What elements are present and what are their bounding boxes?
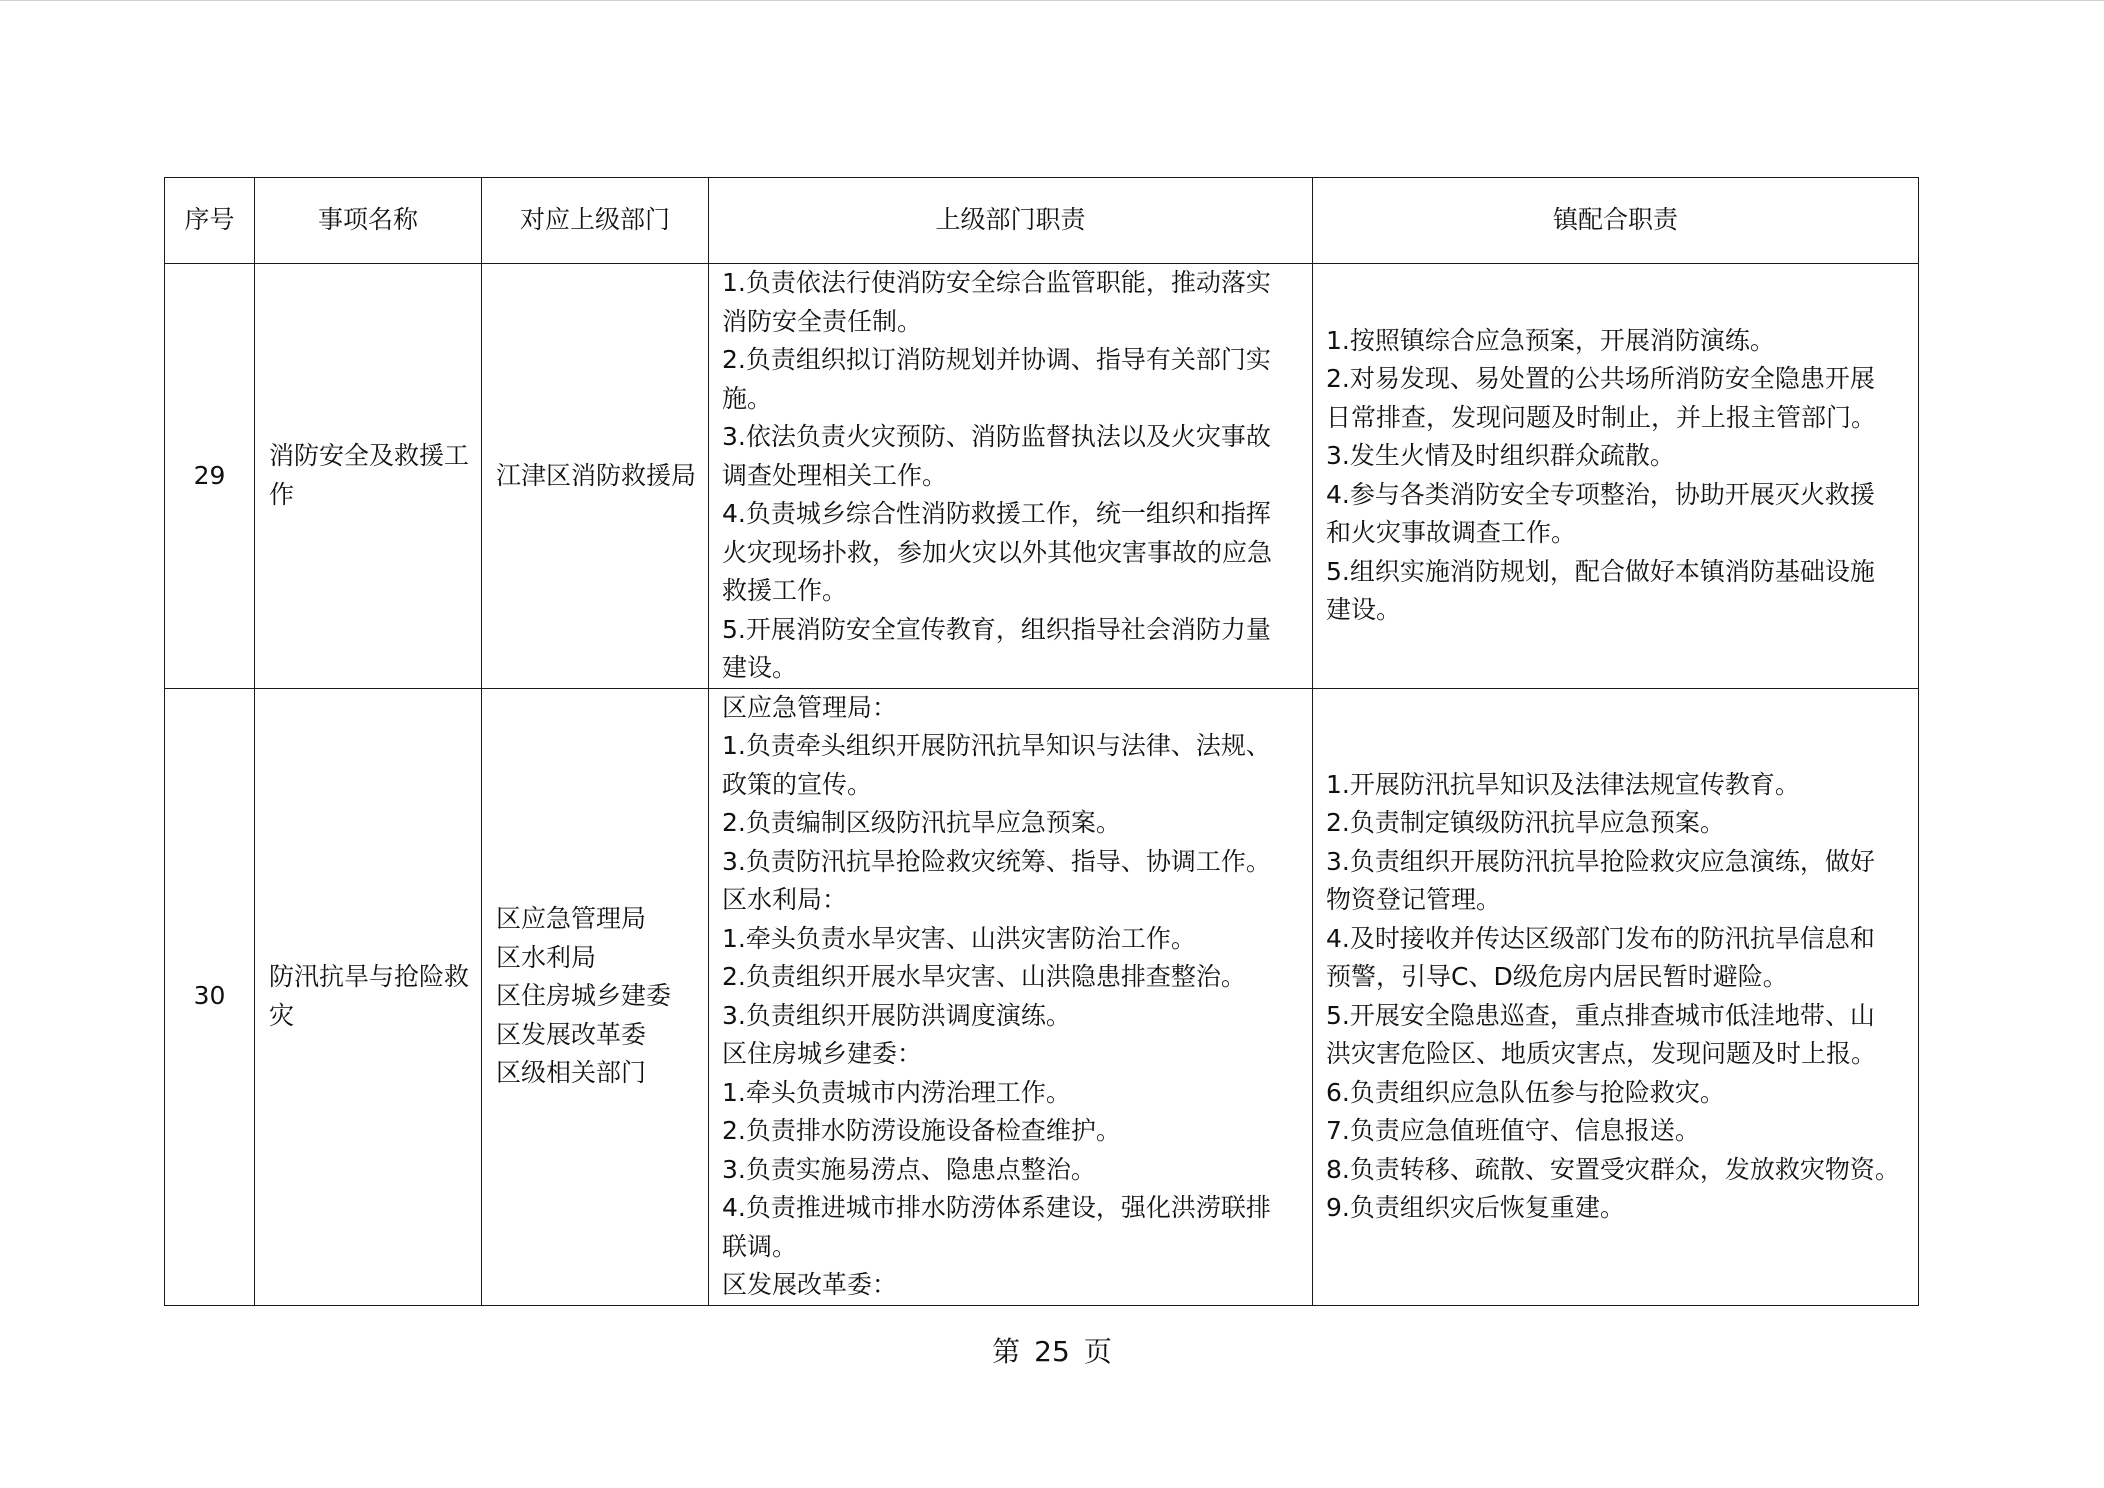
dept-line: 区住房城乡建委: [496, 981, 672, 1011]
header-name: 事项名称: [255, 178, 482, 264]
table-row: [165, 688, 1919, 1305]
duty-line: 政策的宣传。: [722, 769, 873, 799]
town-duty-line: 洪灾害危险区、地质灾害点，发现问题及时上报。: [1326, 1039, 1877, 1068]
page-number: [0, 1332, 2104, 1372]
item-name-text: 防汛抗旱与抢险救灾: [269, 962, 470, 1030]
duty-line: 3.依法负责火灾预防、消防监督执法以及火灾事故: [722, 422, 1271, 451]
row-dept: [482, 264, 709, 689]
duty-line: 4.负责推进城市排水防涝体系建设，强化洪涝联排: [722, 1193, 1271, 1222]
duty-line: 5.开展消防安全宣传教育，组织指导社会消防力量: [722, 614, 1271, 644]
town-duty-line: 2.负责制定镇级防汛抗旱应急预案。: [1326, 808, 1725, 837]
row-upper-duty: [709, 264, 1313, 689]
page-number-value: 25: [1034, 1335, 1070, 1368]
table-row: [165, 264, 1919, 689]
page-number-suffix: 页: [1083, 1335, 1112, 1368]
town-duty-line: 1.开展防汛抗旱知识及法律法规宣传教育。: [1326, 769, 1800, 799]
duty-line: 1.牵头负责水旱灾害、山洪灾害防治工作。: [722, 923, 1196, 953]
town-duty-line: 7.负责应急值班值守、信息报送。: [1326, 1116, 1700, 1145]
row-dept: [482, 688, 709, 1305]
row-item-name: [255, 688, 482, 1305]
duty-line: 1.负责牵头组织开展防汛抗旱知识与法律、法规、: [722, 731, 1271, 760]
duty-line: 4.负责城乡综合性消防救援工作，统一组织和指挥: [722, 499, 1271, 528]
town-duty-line: 和火灾事故调查工作。: [1326, 518, 1577, 548]
town-duty-line: 8.负责转移、疏散、安置受灾群众，发放救灾物资。: [1326, 1154, 1900, 1184]
town-duty-line: 5.开展安全隐患巡查，重点排查城市低洼地带、山: [1326, 1000, 1875, 1030]
duty-line: 2.负责组织开展水旱灾害、山洪隐患排查整治。: [722, 962, 1246, 991]
duty-line: 2.负责编制区级防汛抗旱应急预案。: [722, 808, 1121, 837]
row-seq: 30: [165, 688, 255, 1305]
duty-line: 调查处理相关工作。: [722, 460, 948, 490]
duty-line: 区应急管理局：: [722, 692, 898, 722]
town-duty-line: 3.发生火情及时组织群众疏散。: [1326, 441, 1675, 471]
dept-line: 区应急管理局: [496, 904, 647, 934]
duty-line: 1.牵头负责城市内涝治理工作。: [722, 1077, 1071, 1107]
duty-line: 3.负责实施易涝点、隐患点整治。: [722, 1154, 1096, 1184]
page-top-border: [0, 0, 2104, 1]
header-row: [165, 178, 1919, 264]
town-duty-line: 4.及时接收并传达区级部门发布的防汛抗旱信息和: [1326, 923, 1875, 953]
duty-line: 火灾现场扑救，参加火灾以外其他灾害事故的应急: [722, 537, 1273, 567]
duties-table: [164, 177, 1919, 1306]
town-duty-line: 1.按照镇综合应急预案，开展消防演练。: [1326, 325, 1775, 355]
duty-line: 2.负责排水防涝设施设备检查维护。: [722, 1116, 1121, 1145]
town-duty-line: 建设。: [1326, 595, 1402, 625]
duty-line: 区水利局：: [722, 885, 848, 914]
town-duty-line: 预警，引导C、D级危房内居民暂时避险。: [1326, 962, 1788, 991]
town-duty-line: 日常排查，发现问题及时制止，并上报主管部门。: [1326, 402, 1877, 432]
duty-line: 联调。: [722, 1231, 798, 1261]
row-upper-duty: [709, 688, 1313, 1305]
town-duty-line: 5.组织实施消防规划，配合做好本镇消防基础设施: [1326, 556, 1875, 586]
town-duty-line: 4.参与各类消防安全专项整治，协助开展灭火救援: [1326, 479, 1875, 509]
dept-line: 江津区消防救援局: [496, 460, 697, 490]
header-town-duty: 镇配合职责: [1313, 178, 1919, 264]
dept-line: 区发展改革委: [496, 1019, 647, 1049]
duty-line: 建设。: [722, 653, 798, 682]
header-seq: 序号: [165, 178, 255, 264]
town-duty-line: 3.负责组织开展防汛抗旱抢险救灾应急演练，做好: [1326, 846, 1875, 876]
page-number-prefix: 第: [992, 1335, 1021, 1368]
row-item-name: [255, 264, 482, 689]
item-name-text: 消防安全及救援工作: [269, 441, 470, 509]
header-dept: 对应上级部门: [482, 178, 709, 264]
duty-line: 区住房城乡建委：: [722, 1039, 923, 1068]
duty-line: 救援工作。: [722, 576, 848, 605]
duty-line: 1.负责依法行使消防安全综合监管职能，推动落实: [722, 268, 1271, 297]
duty-line: 2.负责组织拟订消防规划并协调、指导有关部门实: [722, 345, 1271, 374]
header-upper-duty: 上级部门职责: [709, 178, 1313, 264]
dept-line: 区水利局: [496, 942, 597, 972]
row-town-duty: [1313, 688, 1919, 1305]
dept-line: 区级相关部门: [496, 1058, 647, 1088]
row-town-duty: [1313, 264, 1919, 689]
duty-line: 区发展改革委：: [722, 1270, 898, 1299]
town-duty-line: 9.负责组织灾后恢复重建。: [1326, 1193, 1625, 1222]
town-duty-line: 2.对易发现、易处置的公共场所消防安全隐患开展: [1326, 364, 1875, 394]
town-duty-line: 物资登记管理。: [1326, 885, 1502, 914]
duty-line: 3.负责防汛抗旱抢险救灾统筹、指导、协调工作。: [722, 846, 1271, 876]
duty-line: 3.负责组织开展防洪调度演练。: [722, 1000, 1071, 1030]
duty-line: 消防安全责任制。: [722, 306, 923, 336]
row-seq: 29: [165, 264, 255, 689]
duty-line: 施。: [722, 383, 773, 413]
town-duty-line: 6.负责组织应急队伍参与抢险救灾。: [1326, 1077, 1725, 1107]
